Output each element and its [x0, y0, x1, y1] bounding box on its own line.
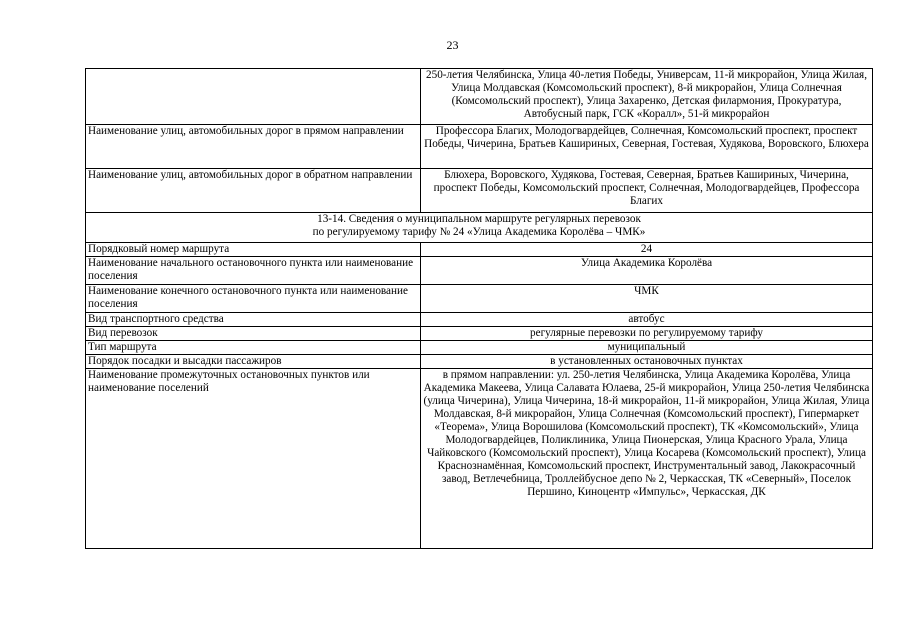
route-type-value: муниципальный: [421, 341, 873, 355]
forward-streets-label: Наименование улиц, автомобильных дорог в прямом направлении: [86, 125, 421, 169]
start-stop-label: Наименование начального остановочного пункта или наименование поселения: [86, 257, 421, 285]
route-number-label: Порядковый номер маршрута: [86, 243, 421, 257]
table-row: [86, 313, 873, 327]
route-type-label: Тип маршрута: [86, 341, 421, 355]
table-row: [86, 355, 873, 369]
section-header-row: [86, 213, 873, 243]
start-stop-value: Улица Академика Королёва: [421, 257, 873, 285]
forward-streets-value: Профессора Благих, Молодогвардейцев, Солнечная, Комсомольский проспект, проспект Победы, Чичерина, Братьев Кашириных, Северная, Гостевая, Худякова, Воровского, Блюхера: [421, 125, 873, 169]
route-number-value: 24: [421, 243, 873, 257]
intermediate-stops-label: Наименование промежуточных остановочных пунктов или наименование поселений: [86, 369, 421, 549]
table-row: [86, 341, 873, 355]
boarding-order-value: в установленных остановочных пунктах: [421, 355, 873, 369]
intermediate-stops-value: в прямом направлении: ул. 250-летия Челябинска, Улица Академика Королёва, Улица Академика Макеева, Улица Салавата Юлаева, 25-й микрорайон, Улица 250-летия Челябинска (улица Чичерина), Улица Чичерина, 18-й микрорайон, 11-й микрорайон, Улица Жилая, Улица Молдавская, 8-й микрорайон, Улица Солнечная (Комсомольский проспект), Гипермаркет «Теорема», Улица Ворошилова (Комсомольский проспект), ТК «Комсомольский», Улица Молодогвардейцев, Поликлиника, Улица Пионерская, Улица Красного Урала, Улица Чайковского (Комсомольский проспект), Улица Косарева (Комсомольский проспект), Улица Краснознамённая, Комсомольский проспект, Инструментальный завод, Лакокрасочный завод, Ветлечебница, Троллейбусное депо № 2, Черкасская, ТК «Северный», Поселок Першино, Киноцентр «Импульс», Черкасская, ДК: [421, 369, 873, 549]
table-row: [86, 285, 873, 313]
section-title-line2: по регулируемому тарифу № 24 «Улица Академика Королёва – ЧМК»: [312, 226, 646, 238]
section-title-line1: 13-14. Сведения о муниципальном маршруте регулярных перевозок: [317, 213, 641, 225]
vehicle-type-value: автобус: [421, 313, 873, 327]
table-row: [86, 69, 873, 125]
table-row: [86, 369, 873, 549]
table-row: [86, 243, 873, 257]
transport-kind-label: Вид перевозок: [86, 327, 421, 341]
boarding-order-label: Порядок посадки и высадки пассажиров: [86, 355, 421, 369]
end-stop-value: ЧМК: [421, 285, 873, 313]
end-stop-label: Наименование конечного остановочного пункта или наименование поселения: [86, 285, 421, 313]
transport-kind-value: регулярные перевозки по регулируемому тарифу: [421, 327, 873, 341]
reverse-streets-value: Блюхера, Воровского, Худякова, Гостевая, Северная, Братьев Кашириных, Чичерина, проспект Победы, Комсомольский проспект, Солнечная, Молодогвардейцев, Профессора Благих: [421, 169, 873, 213]
section-title: [86, 213, 873, 243]
route-info-table: [85, 68, 873, 549]
table-row: [86, 327, 873, 341]
continued-stops-value: 250-летия Челябинска, Улица 40-летия Победы, Универсам, 11-й микрорайон, Улица Жилая, Улица Молдавская (Комсомольский проспект), 8-й микрорайон, Улица Солнечная (Комсомольский проспект), Улица Захаренко, Детская филармония, Прокуратура, Автобусный парк, ГСК «Коралл», 51-й микрорайон: [421, 69, 873, 125]
table-row: [86, 125, 873, 169]
vehicle-type-label: Вид транспортного средства: [86, 313, 421, 327]
table-row: [86, 169, 873, 213]
table-row: [86, 257, 873, 285]
page-number: 23: [446, 38, 459, 52]
reverse-streets-label: Наименование улиц, автомобильных дорог в обратном направлении: [86, 169, 421, 213]
row-label: [86, 69, 421, 125]
